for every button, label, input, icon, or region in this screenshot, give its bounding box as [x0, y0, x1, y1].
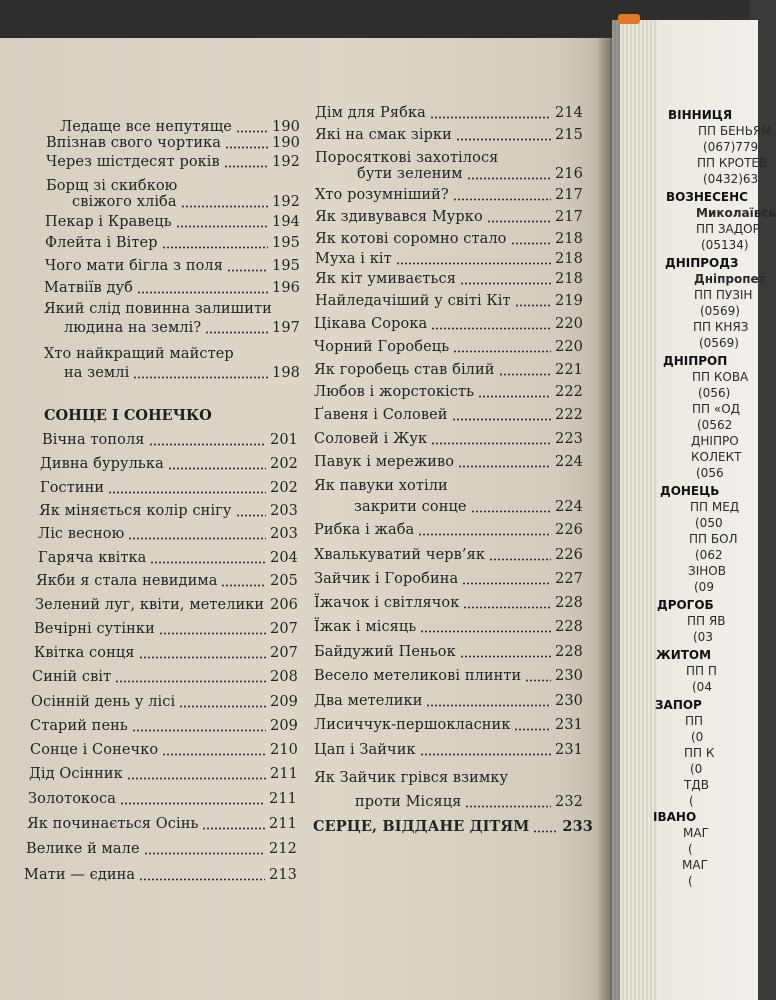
toc-entry — [44, 279, 300, 297]
toc-entry — [313, 793, 583, 811]
toc-entry — [315, 126, 583, 144]
toc-entry-page: 226 — [555, 522, 583, 538]
dot-leader — [137, 291, 268, 294]
toc-entry — [315, 104, 583, 122]
toc-entry — [39, 502, 298, 520]
toc-entry-page: 192 — [272, 194, 300, 210]
toc-entry — [45, 213, 300, 231]
toc-entry — [314, 546, 583, 564]
toc-entry-page: 228 — [555, 595, 583, 611]
toc-entry-title: Цікава Сорока — [314, 316, 428, 332]
toc-entry-title: Лисиччук-першокласник — [314, 717, 511, 733]
toc-entry — [42, 431, 298, 449]
dot-leader — [460, 282, 551, 285]
toc-entry-page: 211 — [270, 766, 298, 782]
dot-leader — [499, 373, 551, 376]
toc-entry-title: людина на землі? — [64, 320, 202, 336]
toc-entry-title: Через шістдесят років — [46, 154, 220, 170]
toc-entry-page: 217 — [555, 209, 583, 225]
dot-leader — [525, 679, 551, 682]
dot-leader — [159, 632, 266, 635]
next-page-fragment: (067)779 — [703, 140, 759, 154]
toc-entry-title: Вечірні сутінки — [34, 621, 155, 637]
dot-leader — [420, 630, 551, 633]
dot-leader — [471, 510, 551, 513]
toc-entry-title: Золотокоса — [28, 791, 117, 807]
toc-entry — [314, 498, 583, 516]
next-page-fragment: ПП МЕД — [690, 500, 740, 514]
toc-entry-page: 210 — [270, 742, 298, 758]
next-page-fragment: Миколаївсь — [696, 206, 776, 220]
toc-entry-page: 220 — [555, 316, 583, 332]
toc-entry-title: Їжачок і світлячок — [314, 595, 460, 611]
next-page-fragment: ПП КНЯЗ — [693, 320, 749, 334]
dot-leader — [168, 467, 266, 470]
next-page-fragment: (09 — [694, 580, 714, 594]
toc-entry-page: 190 — [272, 135, 300, 151]
toc-entry-title: Як кіт умивається — [315, 271, 457, 287]
next-page-fragment: ПП К — [684, 746, 715, 760]
toc-entry-title: Ледаще все непутяще — [60, 119, 232, 135]
toc-entry-title: Як павуки хотіли — [314, 478, 448, 494]
toc-entry-title: Хто розумніший? — [315, 187, 449, 203]
next-page-fragment: МАГ — [683, 826, 709, 840]
dot-leader — [149, 443, 267, 446]
next-page-fragment: (0569) — [700, 304, 740, 318]
next-page-fragment: (056 — [696, 466, 724, 480]
dot-leader — [144, 852, 265, 855]
toc-entry-title: Сонце і Сонечко — [30, 742, 159, 758]
toc-entry-title: Як міняється колір снігу — [39, 503, 232, 519]
toc-entry — [45, 234, 300, 252]
dot-leader — [179, 705, 266, 708]
toc-entry — [314, 521, 583, 539]
next-page-fragment: ПП — [685, 714, 704, 728]
toc-entry — [46, 153, 300, 171]
toc-entry — [314, 338, 583, 356]
toc-entry-title: Хто найкращий майстер — [44, 346, 234, 362]
toc-entry-page: 208 — [270, 669, 298, 685]
next-page-fragment: ЖИТОМ — [656, 648, 712, 662]
toc-entry-title: Як котові соромно стало — [315, 231, 507, 247]
toc-entry-title: Зайчик і Горобина — [314, 571, 459, 587]
next-page-fragment: ПП БЕНЬЯМ — [698, 124, 772, 138]
next-page-fragment: ДНІПРОП — [663, 354, 728, 368]
toc-entry-title: Дім для Рябка — [315, 105, 426, 121]
toc-entry — [314, 769, 583, 787]
dot-leader — [430, 116, 551, 119]
toc-entry-page: 197 — [272, 320, 300, 336]
toc-entry-title: Рибка і жаба — [314, 522, 415, 538]
toc-entry-page: 218 — [555, 271, 583, 287]
toc-entry-title: Впізнав свого чортика — [46, 135, 221, 151]
toc-entry-title: Павук і мереживо — [314, 454, 455, 470]
toc-entry — [31, 693, 298, 711]
toc-entry — [38, 525, 298, 543]
toc-entry — [315, 292, 583, 310]
next-page-fragment: ДОНЕЦЬ — [660, 484, 720, 498]
toc-entry-page: 203 — [270, 503, 298, 519]
toc-entry-page: 230 — [555, 668, 583, 684]
toc-entry — [36, 572, 298, 590]
dot-leader — [139, 656, 266, 659]
dot-leader — [460, 655, 551, 658]
toc-entry-title: Хвалькуватий черв’як — [314, 547, 486, 563]
toc-entry — [29, 765, 298, 783]
dot-leader — [478, 395, 551, 398]
toc-entry-page: 215 — [555, 127, 583, 143]
toc-entry — [28, 790, 297, 808]
toc-entry-title: Осінній день у лісі — [31, 694, 176, 710]
toc-entry-title: Пекар і Кравець — [45, 214, 172, 230]
toc-entry-title: свіжого хліба — [72, 194, 177, 210]
toc-entry — [40, 455, 298, 473]
next-page-fragment: ВОЗНЕСЕНС — [666, 190, 748, 204]
dot-leader — [515, 304, 551, 307]
dot-leader — [418, 533, 551, 536]
toc-entry-title: Дід Осінник — [29, 766, 123, 782]
toc-entry — [314, 594, 583, 612]
toc-entry-page: 216 — [555, 166, 583, 182]
next-page-fragment: ПП П — [686, 664, 717, 678]
next-page-fragment: (0 — [691, 730, 704, 744]
dot-leader — [489, 558, 551, 561]
toc-entry — [38, 549, 298, 567]
toc-entry-page: 196 — [272, 280, 300, 296]
dot-leader — [127, 777, 266, 780]
toc-entry-page: 230 — [555, 693, 583, 709]
dot-leader — [133, 376, 268, 379]
next-page-fragment: МАГ — [682, 858, 708, 872]
toc-entry-title: Дивна бурулька — [40, 456, 164, 472]
next-page-fragment: ПП КОВА — [692, 370, 749, 384]
toc-entry-page: 222 — [555, 384, 583, 400]
toc-entry-page: 206 — [270, 597, 298, 613]
toc-entry — [314, 430, 583, 448]
dot-leader — [487, 220, 551, 223]
next-page-fragment: ІВАНО — [653, 810, 697, 824]
toc-entry-page: 222 — [555, 407, 583, 423]
toc-entry — [314, 643, 583, 661]
toc-entry-title: Їжак і місяць — [314, 619, 417, 635]
next-page-fragment: ЗІНОВ — [688, 564, 726, 578]
toc-entry-title: Велике й мале — [26, 841, 140, 857]
toc-entry — [315, 230, 583, 248]
toc-entry-title: Цап і Зайчик — [314, 742, 416, 758]
toc-entry-title: Мати — єдина — [24, 867, 136, 883]
dot-leader — [458, 465, 551, 468]
toc-entry-title: Вічна тополя — [42, 432, 145, 448]
toc-entry-page: 195 — [272, 235, 300, 251]
toc-entry — [315, 250, 583, 268]
toc-entry-title: на землі — [64, 365, 130, 381]
next-page-fragment: ( — [688, 874, 693, 888]
toc-entry-page: 218 — [555, 251, 583, 267]
toc-entry-page: 224 — [555, 454, 583, 470]
toc-entry-page: 204 — [270, 550, 298, 566]
toc-entry-title: Синій світ — [32, 669, 112, 685]
toc-entry — [34, 644, 298, 662]
toc-entry-page: 221 — [555, 362, 583, 378]
toc-entry-title: Ґавеня і Соловей — [314, 407, 448, 423]
toc-entry — [314, 692, 583, 710]
dot-leader — [176, 225, 268, 228]
toc-entry-page: 192 — [272, 154, 300, 170]
toc-entry-page: 223 — [555, 431, 583, 447]
toc-entry — [24, 866, 297, 884]
toc-entry — [314, 716, 583, 734]
toc-entry-page: 226 — [555, 547, 583, 563]
toc-entry-page: 227 — [555, 571, 583, 587]
toc-entry-title: бути зеленим — [357, 166, 463, 182]
toc-entry-page: 231 — [555, 742, 583, 758]
next-page-fragment: ДРОГОБ — [657, 598, 714, 612]
toc-entry-page: 212 — [269, 841, 297, 857]
toc-entry — [315, 165, 583, 183]
toc-entry — [46, 134, 300, 152]
dot-leader — [465, 805, 551, 808]
dot-leader — [224, 165, 268, 168]
toc-entry-title: СЕРЦЕ, ВІДДАНЕ ДІТЯМ — [313, 818, 530, 835]
toc-entry-page: 224 — [555, 499, 583, 515]
toc-entry — [314, 361, 583, 379]
toc-entry — [46, 193, 300, 211]
dot-leader — [150, 561, 266, 564]
dot-leader — [467, 177, 551, 180]
dot-leader — [453, 350, 551, 353]
dot-leader — [236, 130, 268, 133]
toc-entry-page: 205 — [270, 573, 298, 589]
toc-entry — [30, 717, 298, 735]
toc-entry-title: Матвіїв дуб — [44, 280, 134, 296]
toc-entry-title: Який слід повинна залишити — [44, 301, 272, 317]
dot-leader — [396, 262, 551, 265]
next-page-fragment: (062 — [695, 548, 723, 562]
dot-leader — [431, 327, 551, 330]
dot-leader — [227, 269, 268, 272]
next-page-fragment: ТДВ — [684, 778, 709, 792]
toc-entry-page: 214 — [555, 105, 583, 121]
cover-corner — [618, 14, 640, 24]
toc-entry-page: 190 — [272, 119, 300, 135]
toc-entry-title: Флейта і Вітер — [45, 235, 158, 251]
dot-leader — [202, 827, 265, 830]
dot-leader — [181, 205, 268, 208]
toc-entry-page: 207 — [270, 621, 298, 637]
toc-entry-page: 218 — [555, 231, 583, 247]
toc-entry — [45, 257, 300, 275]
toc-entry — [314, 453, 583, 471]
next-page-fragment: ДНІПРО — [691, 434, 739, 448]
toc-entry-title: Гостини — [40, 480, 105, 496]
toc-entry — [314, 667, 583, 685]
toc-entry — [44, 364, 300, 382]
edge-shadow — [612, 20, 620, 1000]
toc-entry-title: Байдужий Пеньок — [314, 644, 456, 660]
toc-entry-page: 220 — [555, 339, 583, 355]
toc-entry — [314, 570, 583, 588]
dot-leader — [431, 442, 551, 445]
toc-entry — [315, 270, 583, 288]
toc-entry-page: 217 — [555, 187, 583, 203]
toc-entry — [315, 208, 583, 226]
dot-leader — [132, 729, 266, 732]
dot-leader — [115, 680, 266, 683]
toc-entry-title: Любов і жорстокість — [314, 384, 475, 400]
toc-entry-title: закрити сонце — [354, 499, 467, 515]
next-page-fragment: ПП «ОД — [692, 402, 741, 416]
toc-entry-page: 231 — [555, 717, 583, 733]
toc-entry-title: Зелений луг, квіти, метелики — [35, 597, 265, 613]
toc-entry — [313, 818, 593, 836]
toc-entry-page: 194 — [272, 214, 300, 230]
toc-entry-title: Квітка сонця — [34, 645, 135, 661]
toc-entry-page: 211 — [269, 791, 297, 807]
next-page-fragment: (03 — [693, 630, 713, 644]
next-page-fragment: (0569) — [699, 336, 739, 350]
next-page-fragment: ПП КРОТЕВ — [697, 156, 768, 170]
toc-entry-title: Як здивувався Мурко — [315, 209, 483, 225]
toc-entry-page: 219 — [555, 293, 583, 309]
right-page — [653, 20, 776, 1000]
toc-entry-page: 202 — [270, 480, 298, 496]
toc-entry — [40, 479, 298, 497]
toc-entry-page: 213 — [269, 867, 297, 883]
next-page-fragment: ПП ПУЗІН — [694, 288, 753, 302]
dot-leader — [533, 830, 558, 833]
next-page-fragment: (05134) — [701, 238, 749, 252]
toc-entry — [314, 383, 583, 401]
toc-entry-title: Весело метеликові плинти — [314, 668, 522, 684]
toc-entry-page: 202 — [270, 456, 298, 472]
dot-leader — [128, 537, 266, 540]
toc-entry-title: Як горобець став білий — [314, 362, 495, 378]
dot-leader — [420, 753, 551, 756]
toc-entry-page: 233 — [562, 818, 593, 835]
dot-leader — [514, 728, 551, 731]
toc-entry-title: Гаряча квітка — [38, 550, 147, 566]
dot-leader — [462, 582, 551, 585]
next-page-fragment: ВІННИЦЯ — [668, 108, 733, 122]
next-page-fragment: ( — [689, 794, 694, 808]
toc-entry-page: 207 — [270, 645, 298, 661]
toc-entry-page: 228 — [555, 644, 583, 660]
dot-leader — [452, 418, 551, 421]
toc-entry-title: Як Зайчик грівся взимку — [314, 770, 509, 786]
next-page-fragment: ( — [688, 842, 693, 856]
dot-leader — [108, 491, 266, 494]
toc-entry-title: Два метелики — [314, 693, 423, 709]
dot-leader — [453, 198, 551, 201]
toc-entry-title: Якби я стала невидима — [36, 573, 218, 589]
toc-entry — [44, 345, 300, 363]
toc-entry — [35, 596, 298, 614]
toc-entry-title: Старий пень — [30, 718, 128, 734]
toc-entry — [314, 406, 583, 424]
dot-leader — [463, 606, 551, 609]
toc-entry-title: проти Місяця — [355, 794, 462, 810]
next-page-fragment: ПП БОЛ — [689, 532, 738, 546]
toc-entry-page: 209 — [270, 694, 298, 710]
toc-entry — [314, 741, 583, 759]
toc-entry-title: Найледачіший у світі Кіт — [315, 293, 511, 309]
toc-entry-title: Муха і кіт — [315, 251, 392, 267]
next-page-fragment: Дніпропет — [694, 272, 766, 286]
next-page-fragment: ДНІПРОДЗ — [665, 256, 739, 270]
toc-entry-title: Соловей і Жук — [314, 431, 428, 447]
toc-entry-title: Як починається Осінь — [27, 816, 199, 832]
section-title: СОНЦЕ І СОНЕЧКО — [44, 407, 212, 424]
toc-entry — [314, 618, 583, 636]
toc-entry-page: 201 — [270, 432, 298, 448]
toc-entry-title: Поросяткові захотілося — [315, 150, 499, 166]
next-page-fragment: (0 — [690, 762, 703, 776]
dot-leader — [225, 146, 268, 149]
next-page-fragment: (050 — [695, 516, 723, 530]
toc-entry-title: Чого мати бігла з поля — [45, 258, 223, 274]
dot-leader — [236, 514, 267, 517]
dot-leader — [456, 138, 551, 141]
dot-leader — [162, 246, 268, 249]
toc-entry — [315, 186, 583, 204]
toc-entry — [27, 815, 297, 833]
next-page-fragment: (0562 — [697, 418, 733, 432]
dot-leader — [120, 802, 265, 805]
next-page-fragment: (04 — [692, 680, 712, 694]
toc-entry — [26, 840, 297, 858]
toc-entry-page: 203 — [270, 526, 298, 542]
toc-entry — [44, 319, 300, 337]
dot-leader — [426, 704, 551, 707]
toc-entry-page: 195 — [272, 258, 300, 274]
toc-entry — [314, 315, 583, 333]
toc-entry-title: Борщ зі скибкою — [46, 178, 178, 194]
toc-entry — [314, 477, 583, 495]
toc-entry-page: 198 — [272, 365, 300, 381]
toc-entry — [34, 620, 298, 638]
toc-entry-page: 209 — [270, 718, 298, 734]
dot-leader — [511, 242, 552, 245]
toc-entry-page: 211 — [269, 816, 297, 832]
next-page-fragment: ПП ЗАДОР — [696, 222, 760, 236]
next-page-fragment: ЗАПОР — [655, 698, 702, 712]
next-page-fragment: (0432)63 — [703, 172, 759, 186]
next-page-fragment: ПП ЯВ — [687, 614, 726, 628]
toc-entry — [44, 300, 300, 318]
dot-leader — [139, 878, 265, 881]
toc-entry-title: Які на смак зірки — [315, 127, 452, 143]
toc-entry — [30, 741, 298, 759]
toc-entry — [32, 668, 298, 686]
next-page-fragment: КОЛЕКТ — [691, 450, 742, 464]
toc-entry-title: Чорний Горобець — [314, 339, 450, 355]
dot-leader — [162, 753, 266, 756]
toc-entry-title: Ліс весною — [38, 526, 125, 542]
toc-entry-page: 232 — [555, 794, 583, 810]
toc-entry-page: 228 — [555, 619, 583, 635]
dot-leader — [221, 584, 266, 587]
dot-leader — [205, 331, 268, 334]
next-page-fragment: (056) — [698, 386, 731, 400]
